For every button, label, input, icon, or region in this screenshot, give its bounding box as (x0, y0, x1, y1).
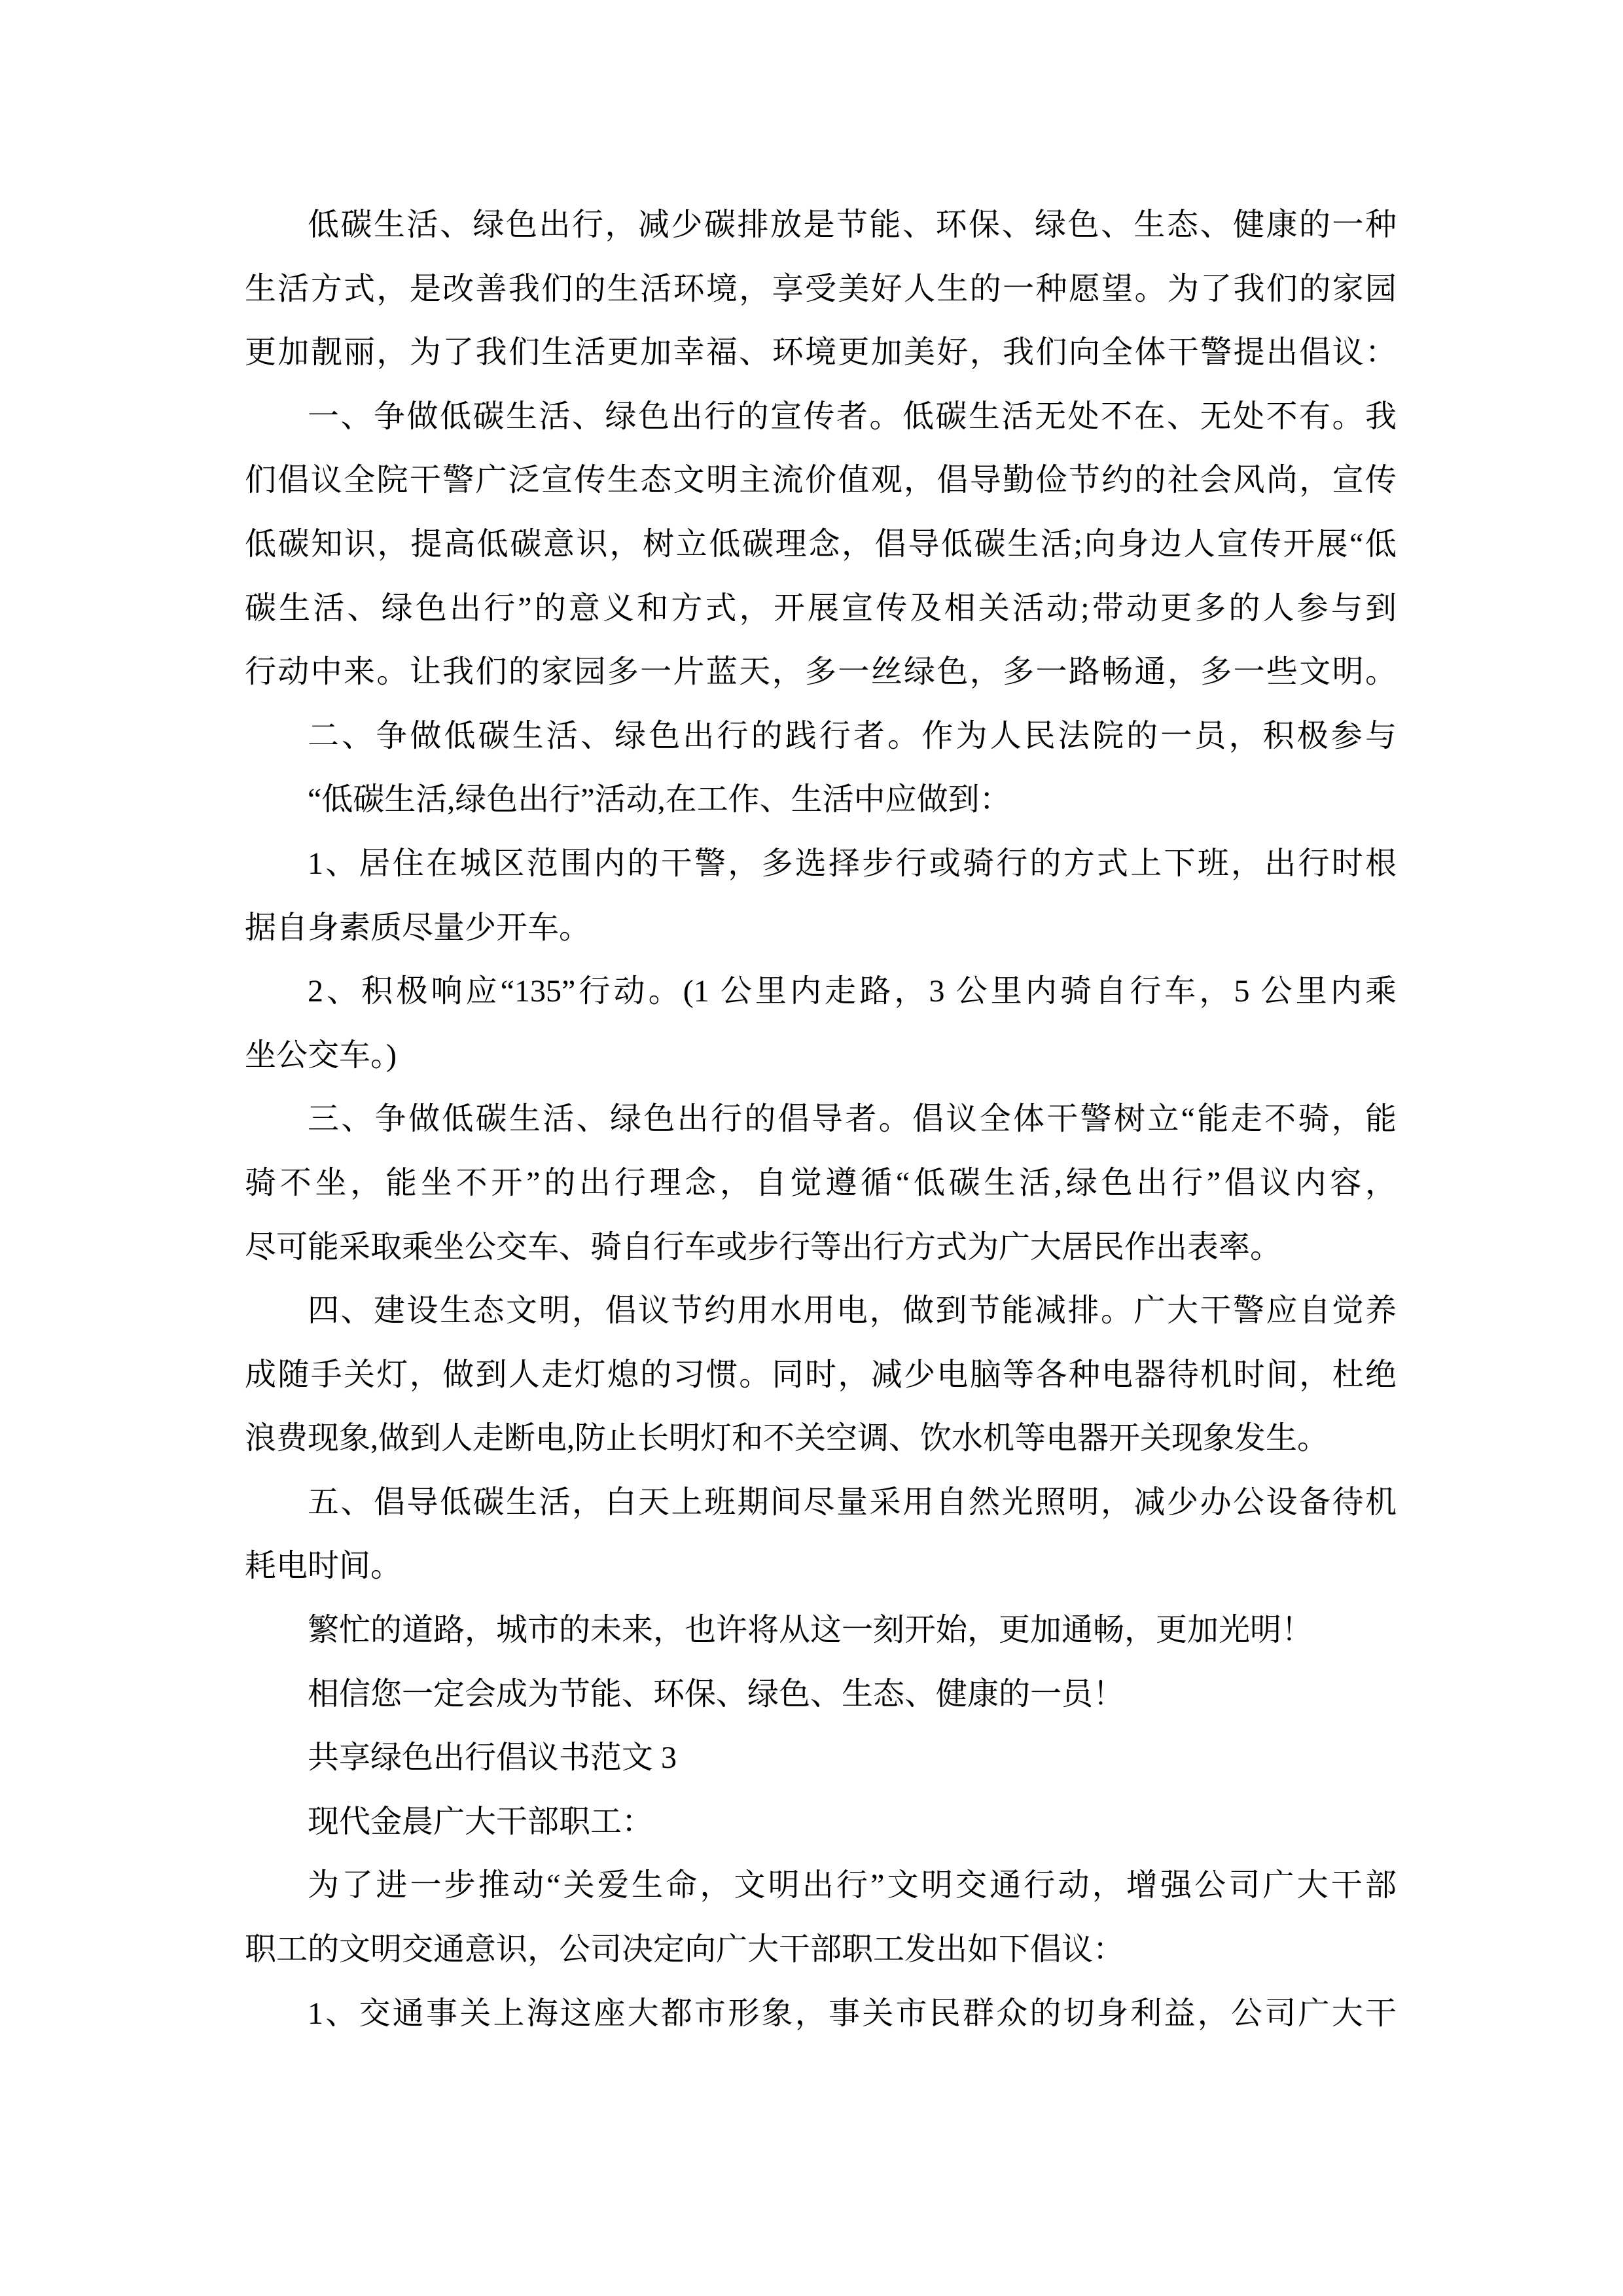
text-line: 1、居住在城区范围内的干警，多选择步行或骑行的方式上下班，出行时根 (308, 846, 1397, 881)
text-line: 碳生活、绿色出行”的意义和方式，开展宣传及相关活动;带动更多的人参与到 (245, 590, 1397, 626)
text-line: 职工的文明交通意识，公司决定向广大干部职工发出如下倡议： (245, 1932, 1125, 1967)
text-line: 低碳知识，提高低碳意识，树立低碳理念，倡导低碳生活;向身边人宣传开展“低 (245, 526, 1397, 562)
text-line: 尽可能采取乘坐公交车、骑自行车或步行等出行方式为广大居民作出表率。 (245, 1229, 1282, 1265)
text-line: 据自身素质尽量少开车。 (245, 910, 591, 945)
text-line: 骑不坐，能坐不开”的出行理念，自觉遵循“低碳生活,绿色出行”倡议内容， (245, 1165, 1397, 1200)
text-line: 低碳生活、绿色出行，减少碳排放是节能、环保、绿色、生态、健康的一种 (308, 207, 1397, 242)
text-line: 成随手关灯，做到人走灯熄的习惯。同时，减少电脑等各种电器待机时间，杜绝 (245, 1357, 1397, 1392)
text-line: 四、建设生态文明，倡议节约用水用电，做到节能减排。广大干警应自觉养 (308, 1293, 1397, 1329)
text-line: 更加靓丽，为了我们生活更加幸福、环境更加美好，我们向全体干警提出倡议： (245, 335, 1397, 370)
text-line: 共享绿色出行倡议书范文 3 (308, 1740, 677, 1776)
text-line: 现代金晨广大干部职工： (308, 1804, 654, 1839)
text-line: 浪费现象,做到人走断电,防止长明灯和不关空调、饮水机等电器开关现象发生。 (245, 1421, 1329, 1456)
text-line: 三、争做低碳生活、绿色出行的倡导者。倡议全体干警树立“能走不骑，能 (308, 1102, 1397, 1137)
text-line: 二、争做低碳生活、绿色出行的践行者。作为人民法院的一员，积极参与 (308, 718, 1397, 753)
text-line: “低碳生活,绿色出行”活动,在工作、生活中应做到： (308, 782, 1011, 817)
text-line: 们倡议全院干警广泛宣传生态文明主流价值观，倡导勤俭节约的社会风尚，宣传 (245, 463, 1397, 498)
text-line: 行动中来。让我们的家园多一片蓝天，多一丝绿色，多一路畅通，多一些文明。 (245, 655, 1397, 690)
text-line: 一、争做低碳生活、绿色出行的宣传者。低碳生活无处不在、无处不有。我 (308, 399, 1397, 434)
text-line: 坐公交车。) (245, 1037, 397, 1073)
text-line: 2、积极响应“135”行动。(1 公里内走路，3 公里内骑自行车，5 公里内乘 (308, 974, 1397, 1009)
text-line: 耗电时间。 (245, 1549, 402, 1584)
text-line: 五、倡导低碳生活，白天上班期间尽量采用自然光照明，减少办公设备待机 (308, 1484, 1397, 1520)
text-line: 生活方式，是改善我们的生活环境，享受美好人生的一种愿望。为了我们的家园 (245, 271, 1397, 306)
text-line: 相信您一定会成为节能、环保、绿色、生态、健康的一员！ (308, 1676, 1125, 1712)
text-line: 1、交通事关上海这座大都市形象，事关市民群众的切身利益，公司广大干 (308, 1996, 1397, 2031)
text-line: 为了进一步推动“关爱生命，文明出行”文明交通行动，增强公司广大干部 (308, 1868, 1397, 1903)
text-line: 繁忙的道路，城市的未来，也许将从这一刻开始，更加通畅，更加光明！ (308, 1613, 1313, 1648)
document-text-block (245, 193, 1397, 2045)
